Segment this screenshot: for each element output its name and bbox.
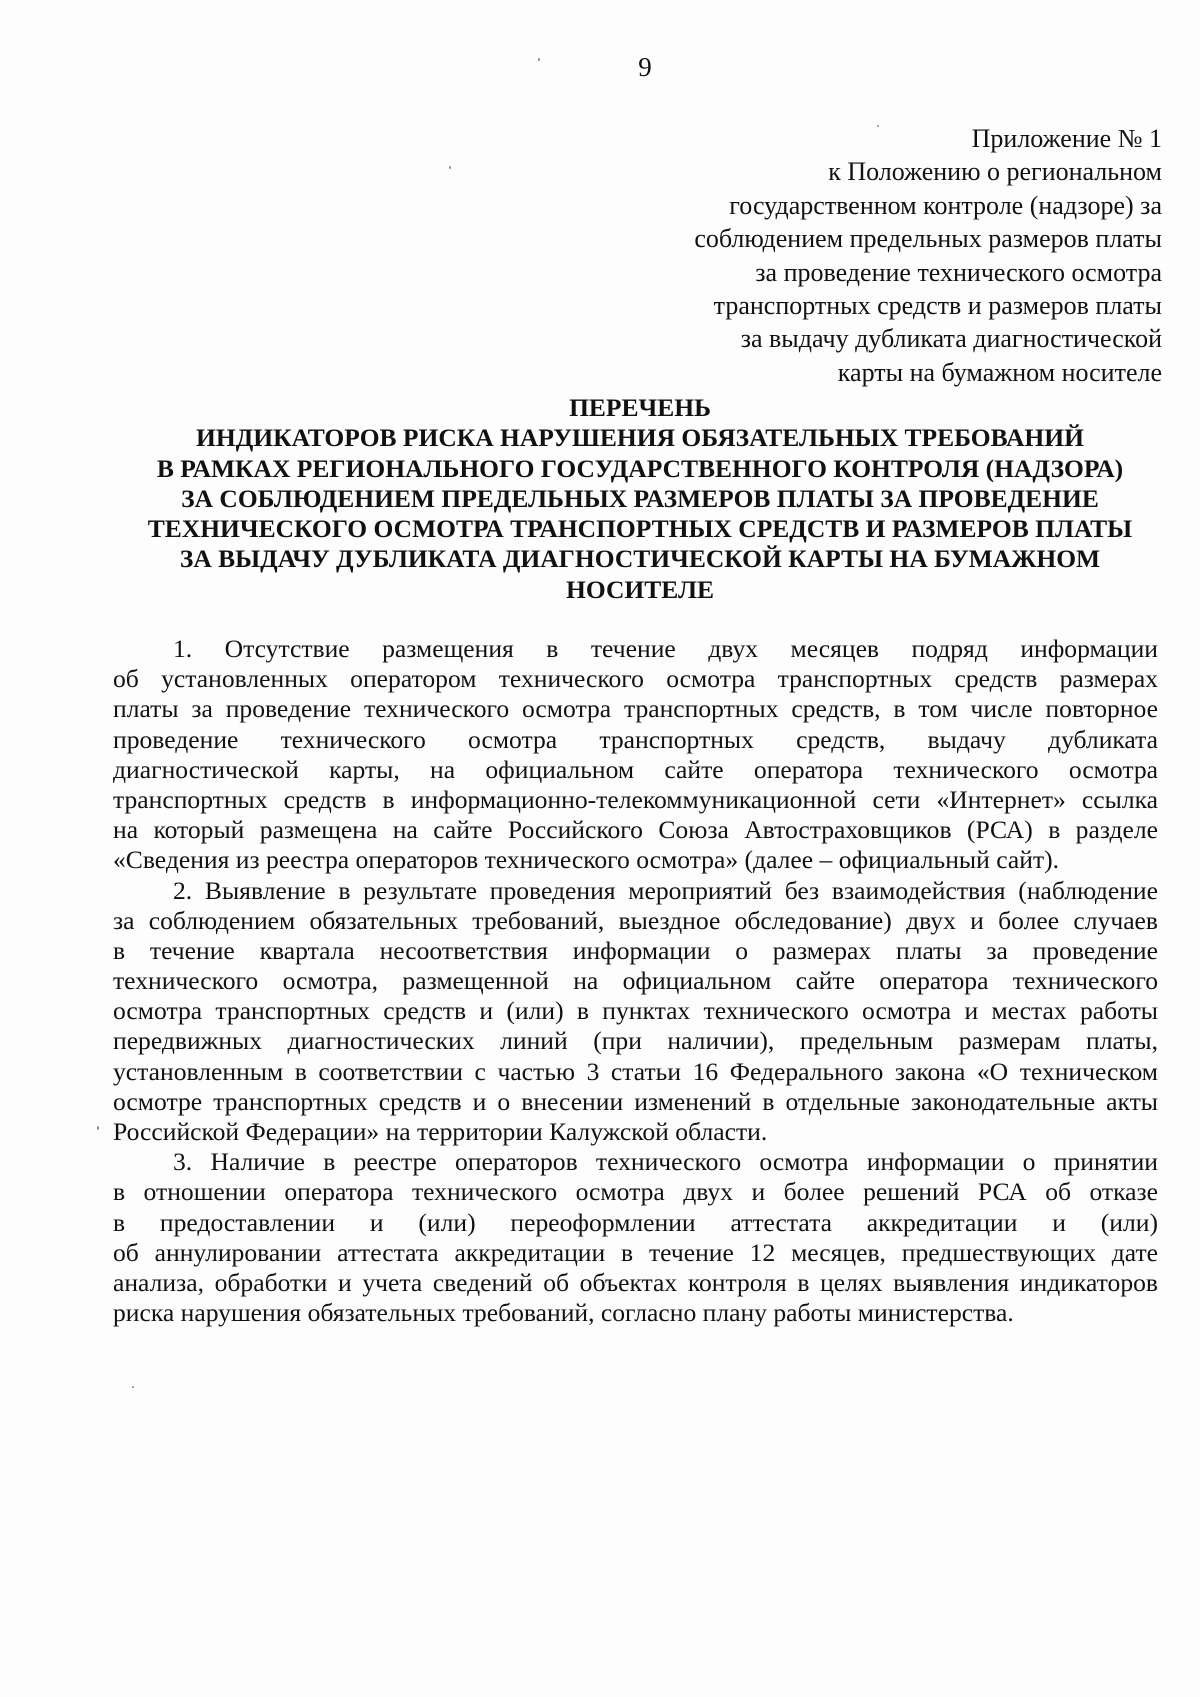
paragraph-line: в предоставлении и (или) переоформлении аттестата аккредитации и (или) [113,1207,1158,1237]
paragraph-line: за соблюдением обязательных требований, выездное обследование) двух и более случаев [113,905,1158,935]
scan-speck [132,1386,134,1388]
title-line: ПЕРЕЧЕНЬ [569,393,711,422]
appendix-line: Приложение № 1 [971,124,1162,153]
paragraph-line: установленным в соответствии с частью 3 статьи 16 Федерального закона «О техническом [113,1056,1158,1086]
paragraph-line: 1. Отсутствие размещения в течение двух месяцев подряд информации [173,634,1158,663]
paragraph-line: 3. Наличие в реестре операторов технического осмотра информации о принятии [173,1147,1158,1177]
paragraph-line: об аннулировании аттестата аккредитации в течение 12 месяцев, предшествующих дате [113,1237,1158,1267]
paragraph-line: проведение технического осмотра транспортных средств, выдачу дубликата [113,724,1158,754]
scan-speck [449,166,451,169]
title-line: ЗА ВЫДАЧУ ДУБЛИКАТА ДИАГНОСТИЧЕСКОЙ КАРТЫ НА БУМАЖНОМ [179,544,1101,574]
list-item-3 [113,1147,1158,1328]
appendix-header [600,122,1162,389]
appendix-line: карты на бумажном носителе [837,357,1162,387]
paragraph-line: Российской Федерации» на территории Калужской области. [113,1117,768,1146]
paragraph-line: технического осмотра, размещенной на официальном сайте оператора технического [113,966,1158,996]
appendix-line: к Положению о региональном [828,157,1162,187]
list-item-2 [113,876,1158,1148]
appendix-line: государственном контроле (надзоре) за [729,190,1162,220]
paragraph-line: осмотра транспортных средств и (или) в пунктах технического осмотра и местах работы [113,996,1158,1026]
document-body [113,634,1158,1328]
scan-speck [877,125,879,127]
title-line: НОСИТЕЛЕ [566,574,714,604]
document-title [110,393,1170,605]
paragraph-line: платы за проведение технического осмотра транспортных средств, в том числе повторное [113,694,1158,724]
paragraph-line: 2. Выявление в результате проведения мероприятий без взаимодействия (наблюдение [173,875,1158,905]
paragraph-line: риска нарушения обязательных требований, согласно плану работы министерства. [113,1298,1014,1328]
paragraph-line: осмотре транспортных средств и о внесении изменений в отдельные законодательные акты [113,1086,1158,1116]
paragraph-line: «Сведения из реестра операторов технического осмотра» (далее – официальный сайт). [113,845,1060,875]
paragraph-line: транспортных средств в информационно-телекоммуникационной сети «Интернет» ссылка [113,784,1158,814]
scan-speck [538,58,540,61]
list-item-1 [113,634,1158,876]
appendix-line: за выдачу дубликата диагностической [740,324,1162,354]
paragraph-line: передвижных диагностических линий (при наличии), предельным размерам платы, [113,1026,1158,1056]
title-line: ТЕХНИЧЕСКОГО ОСМОТРА ТРАНСПОРТНЫХ СРЕДСТВ И РАЗМЕРОВ ПЛАТЫ [147,514,1133,544]
paragraph-line: в течение квартала несоответствия информации о размерах платы за проведение [113,935,1158,965]
title-line: ИНДИКАТОРОВ РИСКА НАРУШЕНИЯ ОБЯЗАТЕЛЬНЫХ ТРЕБОВАНИЙ [196,423,1084,453]
paragraph-line: об установленных оператором технического осмотра транспортных средств размерах [113,664,1158,694]
appendix-line: транспортных средств и размеров платы [713,291,1162,321]
scan-speck [97,1126,99,1130]
paragraph-line: на который размещена на сайте Российского Союза Автостраховщиков (РСА) в разделе [113,815,1158,845]
paragraph-line: диагностической карты, на официальном сайте оператора технического осмотра [113,754,1158,784]
paragraph-line: анализа, обработки и учета сведений об объектах контроля в целях выявления индикаторов [113,1267,1158,1297]
title-line: В РАМКАХ РЕГИОНАЛЬНОГО ГОСУДАРСТВЕННОГО КОНТРОЛЯ (НАДЗОРА) [156,453,1124,483]
appendix-line: за проведение технического осмотра [755,257,1162,287]
page-number: 9 [638,52,652,82]
appendix-line: соблюдением предельных размеров платы [694,224,1162,254]
paragraph-line: в отношении оператора технического осмотра двух и более решений РСА об отказе [113,1177,1158,1207]
title-line: ЗА СОБЛЮДЕНИЕМ ПРЕДЕЛЬНЫХ РАЗМЕРОВ ПЛАТЫ ЗА ПРОВЕДЕНИЕ [181,483,1099,513]
